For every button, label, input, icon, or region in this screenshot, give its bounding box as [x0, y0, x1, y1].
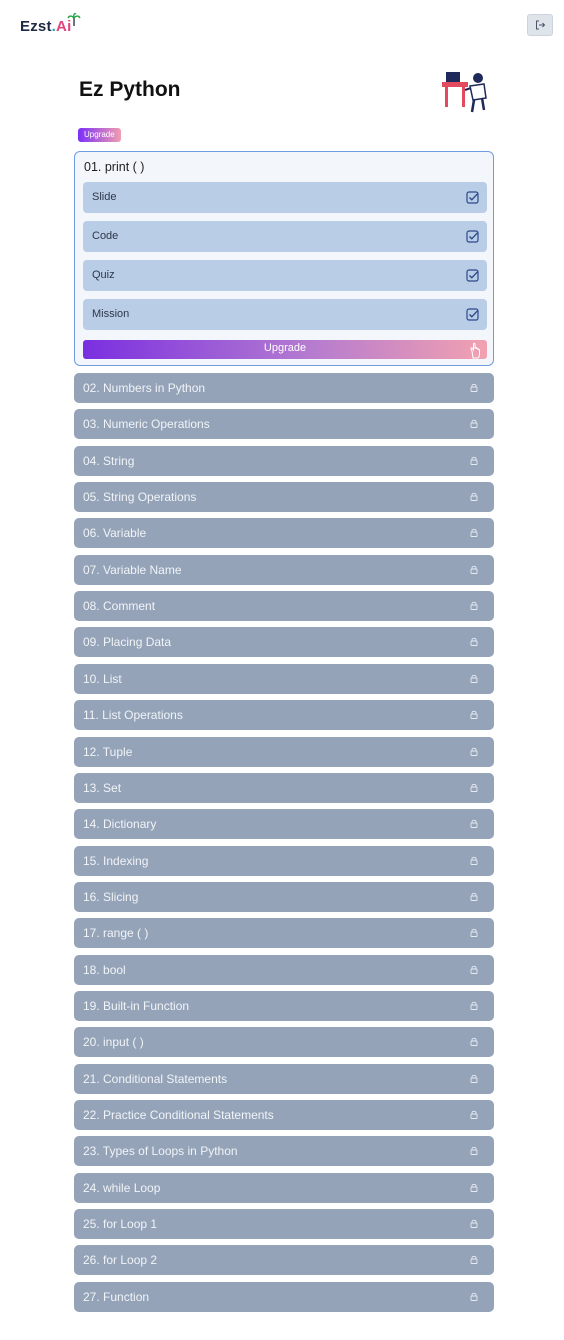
lock-icon: [470, 710, 478, 719]
logout-icon: [535, 20, 546, 30]
lesson-title: 15. Indexing: [83, 854, 149, 868]
lesson-card-locked[interactable]: [74, 482, 494, 512]
lesson-title: 01. print ( ): [84, 160, 145, 174]
lesson-item-code[interactable]: [83, 221, 487, 252]
lock-icon: [470, 1183, 478, 1192]
lesson-item-label: Code: [92, 230, 119, 242]
lesson-item-mission[interactable]: [83, 299, 487, 330]
lesson-card-locked[interactable]: [74, 1136, 494, 1166]
lesson-card-locked[interactable]: [74, 991, 494, 1021]
lesson-title: 11. List Operations: [83, 708, 183, 722]
lesson-card-locked[interactable]: [74, 882, 494, 912]
lesson-card-locked[interactable]: [74, 1064, 494, 1094]
lesson-title: 23. Types of Loops in Python: [83, 1144, 238, 1158]
lesson-card-locked[interactable]: [74, 664, 494, 694]
lock-icon: [470, 747, 478, 756]
desk-study-illustration: [440, 68, 488, 114]
lesson-title: 04. String: [83, 454, 135, 468]
lesson-card-locked[interactable]: [74, 1209, 494, 1239]
logout-button[interactable]: [527, 14, 553, 36]
brand-name-part1: Ezst: [20, 18, 52, 35]
lesson-title: 20. input ( ): [83, 1035, 144, 1049]
lesson-title: 10. List: [83, 672, 122, 686]
lock-icon: [470, 565, 478, 574]
lesson-card-locked[interactable]: [74, 737, 494, 767]
lesson-card-locked[interactable]: [74, 700, 494, 730]
lesson-card-locked[interactable]: [74, 446, 494, 476]
checkbox-checked-icon: [466, 191, 479, 204]
lesson-card-locked[interactable]: [74, 518, 494, 548]
lesson-item-label: Mission: [92, 308, 130, 320]
lesson-card-locked[interactable]: [74, 846, 494, 876]
lock-icon: [470, 383, 478, 392]
lock-icon: [470, 892, 478, 901]
lesson-item-label: Quiz: [92, 269, 115, 281]
lesson-item-quiz[interactable]: [83, 260, 487, 291]
lesson-card-locked[interactable]: [74, 373, 494, 403]
top-bar: [0, 0, 564, 52]
lesson-card-locked[interactable]: [74, 1027, 494, 1057]
lock-icon: [470, 419, 478, 428]
lock-icon: [470, 1255, 478, 1264]
lesson-title: 03. Numeric Operations: [83, 417, 210, 431]
brand-logo[interactable]: [20, 18, 71, 35]
lesson-item-slide[interactable]: [83, 182, 487, 213]
brand-name-part2: Ai: [56, 18, 72, 35]
lock-icon: [470, 819, 478, 828]
lesson-title: 25. for Loop 1: [83, 1217, 158, 1231]
lesson-item-label: Slide: [92, 191, 117, 203]
lesson-card-locked[interactable]: [74, 918, 494, 948]
lesson-title: 14. Dictionary: [83, 817, 157, 831]
lesson-title: 27. Function: [83, 1290, 150, 1304]
lock-icon: [470, 1219, 478, 1228]
lock-icon: [470, 1292, 478, 1301]
lesson-title: 02. Numbers in Python: [83, 381, 206, 395]
lesson-card-locked[interactable]: [74, 591, 494, 621]
lesson-title: 24. while Loop: [83, 1181, 161, 1195]
lock-icon: [470, 1074, 478, 1083]
checkbox-checked-icon: [466, 230, 479, 243]
lesson-card-locked[interactable]: [74, 409, 494, 439]
upgrade-badge[interactable]: Upgrade: [78, 128, 121, 142]
lock-icon: [470, 601, 478, 610]
checkbox-checked-icon: [466, 269, 479, 282]
course-title: Ez Python: [79, 78, 181, 101]
lock-icon: [470, 1037, 478, 1046]
lesson-title: 16. Slicing: [83, 890, 139, 904]
lesson-card-locked[interactable]: [74, 627, 494, 657]
lesson-card-locked[interactable]: [74, 1245, 494, 1275]
lesson-title: 17. range ( ): [83, 926, 149, 940]
lesson-title: 22. Practice Conditional Statements: [83, 1108, 274, 1122]
upgrade-button[interactable]: [83, 340, 487, 359]
lesson-card-locked[interactable]: [74, 773, 494, 803]
upgrade-button-label: Upgrade: [263, 342, 307, 354]
lesson-title: 18. bool: [83, 963, 126, 977]
lock-icon: [470, 1001, 478, 1010]
lesson-title: 26. for Loop 2: [83, 1253, 158, 1267]
brand-name-dot: .: [51, 18, 57, 35]
lesson-card-locked[interactable]: [74, 809, 494, 839]
lesson-title: 08. Comment: [83, 599, 156, 613]
lesson-title: 12. Tuple: [83, 745, 133, 759]
lock-icon: [470, 1146, 478, 1155]
lesson-title: 21. Conditional Statements: [83, 1072, 228, 1086]
lock-icon: [470, 1110, 478, 1119]
lesson-title: 19. Built-in Function: [83, 999, 190, 1013]
lesson-title: 13. Set: [83, 781, 122, 795]
lesson-card-current[interactable]: [74, 151, 494, 366]
lock-icon: [470, 674, 478, 683]
lesson-title: 07. Variable Name: [83, 563, 182, 577]
lesson-title: 06. Variable: [83, 526, 147, 540]
pointer-hand-icon: [468, 342, 484, 359]
lock-icon: [470, 856, 478, 865]
lock-icon: [470, 783, 478, 792]
lock-icon: [470, 528, 478, 537]
lock-icon: [470, 928, 478, 937]
lock-icon: [470, 456, 478, 465]
palm-icon: [67, 13, 81, 27]
lesson-title: 05. String Operations: [83, 490, 197, 504]
lock-icon: [470, 637, 478, 646]
lesson-card-locked[interactable]: [74, 1282, 494, 1312]
lesson-card-locked[interactable]: [74, 1173, 494, 1203]
lesson-title: 09. Placing Data: [83, 635, 172, 649]
lesson-card-locked[interactable]: [74, 555, 494, 585]
lock-icon: [470, 965, 478, 974]
checkbox-checked-icon: [466, 308, 479, 321]
lesson-card-locked[interactable]: [74, 955, 494, 985]
lock-icon: [470, 492, 478, 501]
lesson-card-locked[interactable]: [74, 1100, 494, 1130]
